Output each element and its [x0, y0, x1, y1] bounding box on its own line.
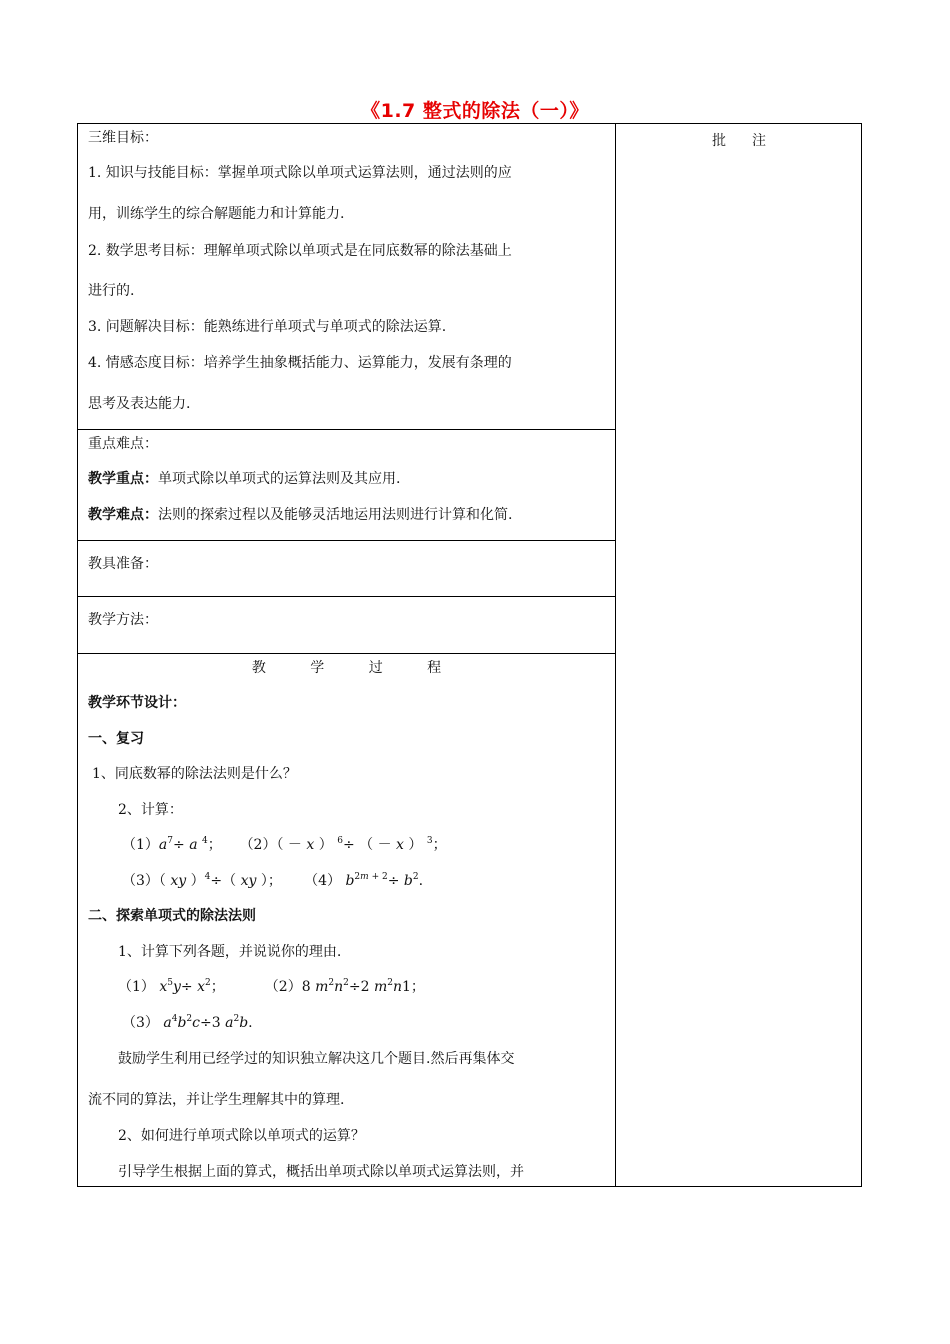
design-label: 教学环节设计：	[88, 695, 186, 711]
row-divider	[78, 596, 615, 597]
objective-line: 用，训练学生的综合解题能力和计算能力.	[88, 206, 345, 222]
objective-line: 进行的.	[88, 283, 135, 299]
objective-line: 1. 知识与技能目标：掌握单项式除以单项式运算法则，通过法则的应	[88, 165, 512, 181]
objective-line: 3. 问题解决目标：能熟练进行单项式与单项式的除法运算.	[88, 319, 447, 335]
row-divider	[78, 653, 615, 654]
objective-line: 4. 情感态度目标：培养学生抽象概括能力、运算能力，发展有条理的	[88, 355, 512, 371]
review-exercises-row-1: $(1)a^7\div a$ $^4$； （2）（ － x ） $^6$÷ （ － x ） $^3$；	[122, 836, 447, 853]
teaching-focus-text: 单项式除以单项式的运算法则及其应用.	[158, 471, 401, 487]
explore-item-2: 2、如何进行单项式除以单项式的运算？	[118, 1128, 365, 1144]
key-points-heading: 重点难点：	[88, 436, 158, 452]
review-question-1: 1、同底数幂的除法法则是什么？	[92, 766, 297, 782]
explore-item-1: 1、计算下列各题，并说说你的理由.	[118, 944, 342, 960]
teaching-focus-label: 教学重点：	[88, 471, 158, 487]
explore-heading: 二、探索单项式的除法法则	[88, 908, 256, 924]
review-question-2: 2、计算：	[118, 802, 183, 818]
objective-line: 思考及表达能力.	[88, 396, 191, 412]
review-exercises-row-2: （3）（ xy ）$^4$÷（ xy ）； （4） $b^{2m + 2}\div b^2$.	[122, 872, 424, 889]
explore-exercises-row-2: （3） $a^4b^2c\div 3$ $a^2b$.	[122, 1014, 253, 1031]
explore-paragraph: 引导学生根据上面的算式，概括出单项式除以单项式运算法则，并	[118, 1164, 524, 1180]
review-heading: 一、复习	[88, 731, 144, 747]
objectives-heading: 三维目标：	[88, 130, 158, 146]
document-title: 《1.7 整式的除法（一）》	[361, 100, 589, 122]
tools-label: 教具准备：	[88, 556, 158, 572]
method-label: 教学方法：	[88, 612, 158, 628]
annotation-column-header: 批注	[712, 133, 792, 149]
lesson-plan-table	[77, 123, 862, 1187]
process-heading: 教 学 过 程	[251, 660, 442, 676]
teaching-difficulty-label: 教学难点：	[88, 507, 158, 523]
column-divider	[615, 124, 616, 1186]
explore-paragraph: 鼓励学生利用已经学过的知识独立解决这几个题目.然后再集体交	[118, 1051, 515, 1067]
teaching-focus	[88, 469, 400, 489]
explore-paragraph: 流不同的算法，并让学生理解其中的算理.	[88, 1092, 345, 1108]
row-divider	[78, 429, 615, 430]
teaching-difficulty	[88, 505, 512, 525]
teaching-difficulty-text: 法则的探索过程以及能够灵活地运用法则进行计算和化简.	[158, 507, 513, 523]
objective-line: 2. 数学思考目标：理解单项式除以单项式是在同底数幂的除法基础上	[88, 243, 512, 259]
explore-exercises-row-1: （1） $x^5y\div x^2$； （2）8 $m^2n^2\div 2$ $m^2n1$；	[118, 978, 425, 995]
row-divider	[78, 540, 615, 541]
